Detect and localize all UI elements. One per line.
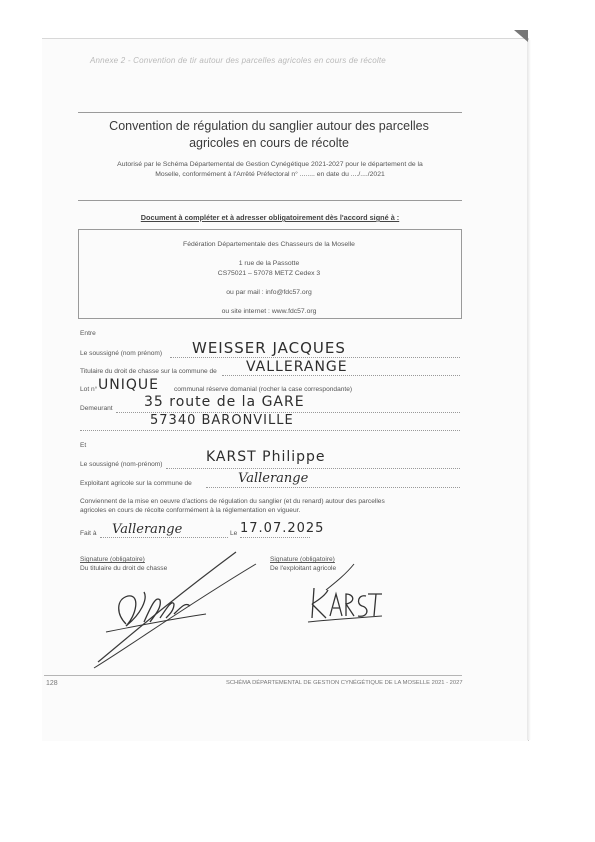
federation-email: ou par mail : info@fdc57.org (226, 289, 312, 296)
fait-line (100, 537, 228, 538)
federation-website: ou site internet : www.fdc57.org (221, 308, 317, 315)
et-label: Et (80, 442, 87, 449)
document-title (78, 118, 460, 152)
header-box-bottom (78, 200, 462, 201)
signature-left-subtitle: Du titulaire du droit de chasse (80, 565, 168, 572)
address-box-bottom (78, 318, 462, 319)
soussigne2-label: Le soussigné (nom-prénom) (80, 461, 163, 468)
signature-left (86, 544, 276, 674)
lot-label: Lot n° (80, 386, 98, 393)
signature-right (296, 560, 386, 630)
address-box-left (78, 229, 79, 319)
soussigne-handwritten: WEISSER JACQUES (192, 339, 346, 357)
submission-note: Document à compléter et à adresser obligatoirement dès l'accord signé à : (140, 213, 400, 222)
header-box-top (78, 112, 462, 113)
signature-right-title: Signature (obligatoire) (270, 556, 335, 563)
soussigne2-handwritten: KARST Philippe (206, 449, 326, 465)
federation-name: Fédération Départementale des Chasseurs de la Moselle (183, 241, 355, 248)
signature-left-title: Signature (obligatoire) (80, 556, 145, 563)
exploitant-line (206, 487, 460, 488)
convention-line-2: agricoles en cours de récolte conformément à la réglementation en vigueur. (80, 507, 301, 514)
page-number: 128 (46, 680, 58, 687)
date-handwritten: 17.07.2025 (240, 521, 325, 536)
address-box-right (461, 229, 462, 319)
exploitant-handwritten: Vallerange (238, 471, 309, 486)
federation-street: 1 rue de la Passotte (238, 260, 300, 267)
sheet-edge (527, 40, 531, 740)
entre-label: Entre (80, 330, 96, 337)
signature-right-subtitle: De l'exploitant agricole (270, 565, 337, 572)
subtitle-line-1: Autorisé par le Schéma Départemental de Gestion Cynégétique 2021-2027 pour le département de la (117, 161, 423, 168)
titulaire-line (222, 375, 460, 376)
le-label: Le (230, 530, 238, 537)
demeurant-label: Demeurant (80, 405, 113, 412)
address-handwritten-2: 57340 BARONVILLE (150, 413, 294, 428)
address-line-2 (80, 430, 460, 431)
fait-label: Fait à (80, 530, 97, 537)
folded-corner (514, 30, 528, 42)
address-handwritten-1: 35 route de la GARE (144, 394, 305, 410)
footer-divider (44, 675, 462, 676)
address-box-top (78, 229, 462, 230)
federation-address (80, 240, 458, 317)
subtitle-line-2: Moselle, conformément à l'Arrêté Préfectoral n° ........ en date du ..../..../2021 (155, 171, 385, 178)
footer-text: SCHÉMA DÉPARTEMENTAL DE GESTION CYNÉGÉTIQUE DE LA MOSELLE 2021 - 2027 (226, 680, 463, 686)
header-bleed-through: Annexe 2 - Convention de tir autour des parcelles agricoles en cours de récolte (90, 56, 386, 65)
title-line-2: agricoles en cours de récolte (189, 136, 349, 150)
soussigne-label: Le soussigné (nom prénom) (80, 350, 163, 357)
federation-postal: CS75021 – 57078 METZ Cedex 3 (217, 270, 321, 277)
lot-options: communal réserve domanial (rocher la case correspondante) (174, 386, 353, 393)
lot-handwritten: UNIQUE (98, 377, 159, 393)
soussigne2-line (166, 468, 460, 469)
exploitant-label: Exploitant agricole sur la commune de (80, 480, 192, 487)
soussigne-line (170, 357, 460, 358)
convention-line-1: Conviennent de la mise en oeuvre d'actions de régulation du sanglier (et du renard) autour des parcelles (80, 498, 385, 505)
fait-handwritten: Vallerange (112, 522, 183, 537)
titulaire-handwritten: VALLERANGE (246, 359, 348, 375)
date-line (240, 537, 310, 538)
document-subtitle (84, 160, 456, 180)
title-line-1: Convention de régulation du sanglier autour des parcelles (109, 119, 429, 133)
titulaire-label: Titulaire du droit de chasse sur la commune de (80, 368, 217, 375)
